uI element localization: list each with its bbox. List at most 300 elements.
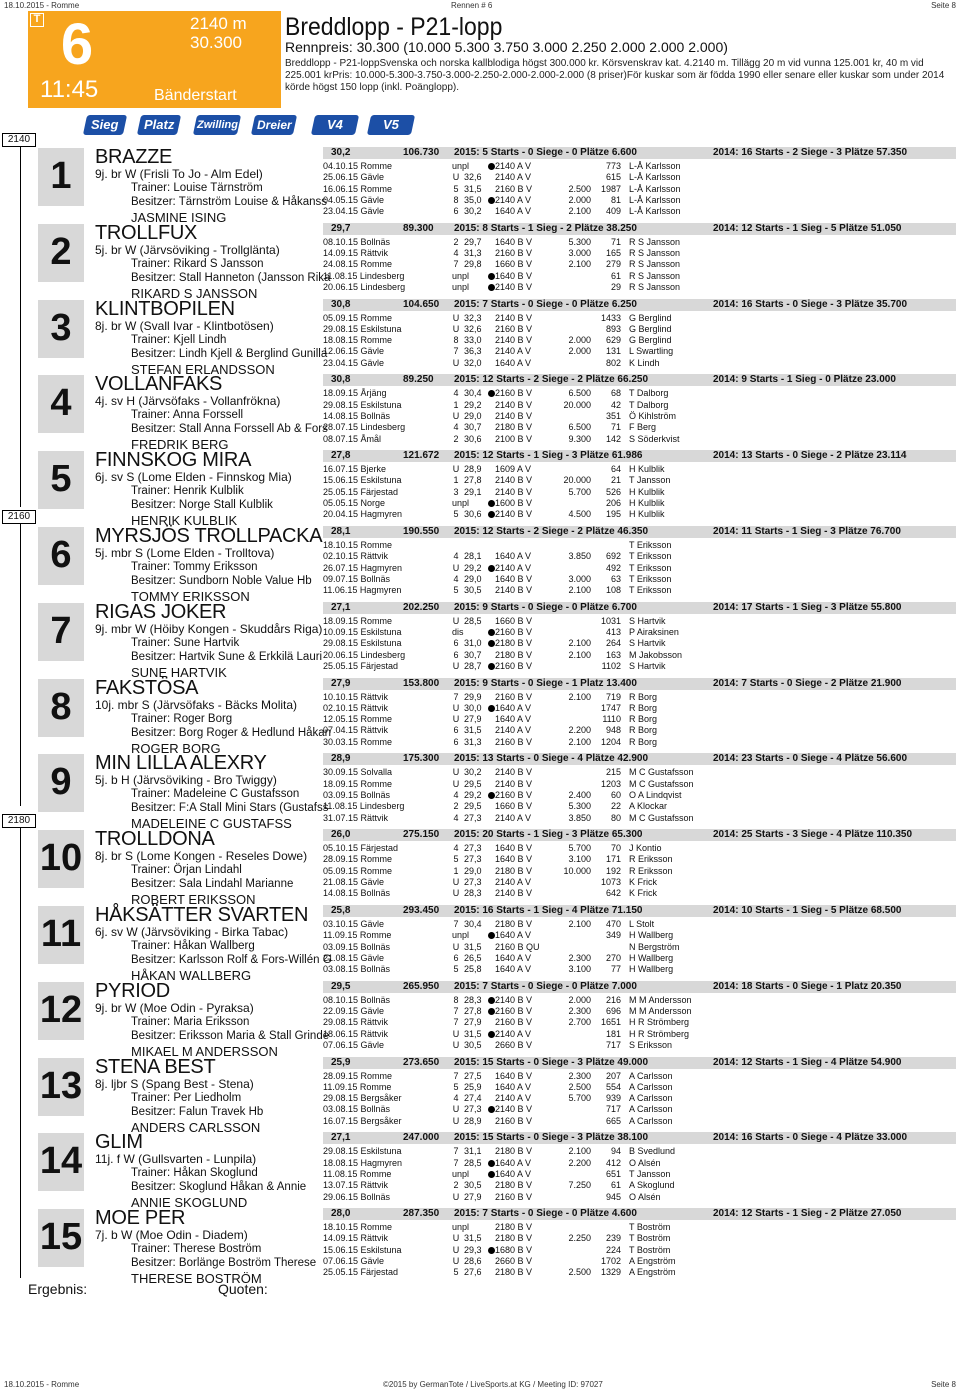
run-driver: H R Strömberg <box>629 1017 690 1028</box>
run-date-track: 03.08.15 Bollnäs <box>323 1104 391 1115</box>
start-number: 7 <box>38 603 84 661</box>
horse-entry <box>0 979 960 1060</box>
run-prize: 5.300 <box>568 801 591 812</box>
run-row <box>323 919 956 930</box>
run-driver: T Eriksson <box>629 573 672 584</box>
run-date-track: 07.06.15 Gävle <box>323 1256 385 1267</box>
stats-2015: 2015: 12 Starts - 2 Siege - 2 Plätze 66.250 <box>454 374 648 386</box>
horse-driver: MADELEINE C GUSTAFSS <box>131 816 292 832</box>
run-time: 29,1 <box>464 486 482 497</box>
best-time: 30,2 <box>331 147 351 158</box>
run-placing: U <box>452 1028 460 1039</box>
run-placing: U <box>452 660 460 671</box>
stats-2015: 2015: 13 Starts - 0 Siege - 4 Plätze 42.900 <box>454 753 648 765</box>
run-time: 29,2 <box>464 562 482 573</box>
start-number: 14 <box>38 1133 84 1191</box>
horse-name: VOLLANFAKS <box>95 373 223 396</box>
stats-2015: 2015: 12 Starts - 2 Siege - 2 Plätze 46.350 <box>454 526 648 537</box>
run-row <box>323 930 956 941</box>
run-distance: 2140 B V <box>495 585 533 596</box>
run-row <box>323 585 956 596</box>
best-time: 29,7 <box>331 222 351 234</box>
run-date-track: 23.04.15 Gävle <box>323 206 385 217</box>
bet-tab-zwilling[interactable]: Zwilling <box>193 115 241 135</box>
gallop-dot-icon <box>488 1171 495 1178</box>
run-prize: 2.100 <box>568 206 591 217</box>
horse-owner: Besitzer: Hartvik Sune & Erkkilä Lauri <box>131 650 323 663</box>
gallop-dot-icon <box>488 629 495 636</box>
run-odds: 351 <box>605 410 621 421</box>
best-time: 26,0 <box>331 829 351 841</box>
run-placing: 3 <box>453 486 459 497</box>
run-date-track: 11.08.15 Lindesberg <box>323 270 405 281</box>
bet-tab-platz[interactable]: Platz <box>137 115 181 135</box>
run-row <box>323 1017 956 1028</box>
run-date-track: 16.06.15 Romme <box>323 183 393 194</box>
run-placing: 4 <box>453 1093 459 1104</box>
horse-trainer: Trainer: Kjell Lindh <box>131 333 227 346</box>
run-distance: 2160 B V <box>495 1115 533 1126</box>
run-odds: 1747 <box>600 702 621 713</box>
run-prize: 20.000 <box>563 475 591 486</box>
run-row <box>323 627 956 638</box>
run-placing: unpl <box>452 930 470 941</box>
run-odds: 163 <box>605 649 621 660</box>
run-date-track: 18.06.15 Rättvik <box>323 1028 389 1039</box>
run-distance: 2140 B V <box>495 994 533 1005</box>
run-distance: 1680 B V <box>495 1244 533 1255</box>
horse-name: MIN LILLA ALEXRY <box>95 752 267 775</box>
best-time: 28,9 <box>331 753 351 765</box>
run-row <box>323 1245 956 1256</box>
run-distance: 1640 B V <box>495 573 533 584</box>
stats-2015: 2015: 7 Starts - 0 Siege - 0 Plätze 4.600 <box>454 1208 637 1220</box>
run-distance: 2140 A V <box>495 812 532 823</box>
run-distance: 2140 B V <box>495 888 533 899</box>
total-earnings: 265.950 <box>403 980 440 992</box>
run-odds: 1102 <box>601 660 621 671</box>
run-prize: 2.500 <box>568 1267 591 1278</box>
run-time: 30,6 <box>464 433 482 444</box>
run-time: 29,3 <box>464 1244 482 1255</box>
run-placing: U <box>452 888 460 899</box>
horse-trainer: Trainer: Per Liedholm <box>131 1091 242 1104</box>
run-distance: 2140 A V <box>495 1093 532 1104</box>
run-distance: 1640 B V <box>495 843 533 854</box>
stats-bar <box>323 829 956 841</box>
stats-2015: 2015: 5 Starts - 0 Siege - 0 Plätze 6.600 <box>454 147 637 158</box>
run-row <box>323 358 956 369</box>
run-row <box>323 661 956 672</box>
stats-2015: 2015: 15 Starts - 0 Siege - 3 Plätze 49.000 <box>454 1056 648 1068</box>
stats-bar <box>323 1057 956 1069</box>
bet-tab-dreier[interactable]: Dreier <box>251 115 297 135</box>
run-odds: 349 <box>605 930 621 941</box>
run-row <box>323 335 956 346</box>
horse-name: MYRSJÖS TROLLPACKA <box>95 525 323 547</box>
run-row <box>323 346 956 357</box>
distance-marker: 2140 <box>2 133 36 147</box>
run-placing: U <box>452 312 460 323</box>
run-prize: 2.000 <box>568 346 591 357</box>
gallop-dot-icon <box>488 932 495 939</box>
run-time: 27,9 <box>464 714 482 725</box>
run-placing: 8 <box>453 335 459 346</box>
run-date-track: 03.08.15 Bollnäs <box>323 964 391 975</box>
run-row <box>323 540 956 551</box>
run-row <box>323 313 956 324</box>
run-row <box>323 1267 956 1278</box>
run-driver: H Kulblik <box>629 464 665 475</box>
run-time: 31,5 <box>464 1028 482 1039</box>
run-placing: U <box>452 615 460 626</box>
run-row <box>323 790 956 801</box>
horse-info: 9j. mbr W (Höiby Kongen - Skuddårs Riga) <box>95 621 323 636</box>
run-driver: L-Å Karlsson <box>629 206 681 217</box>
gallop-dot-icon <box>488 663 495 670</box>
run-prize: 2.500 <box>568 1081 591 1092</box>
run-prize: 3.000 <box>568 248 591 259</box>
run-distance: 2180 B V <box>495 649 533 660</box>
run-prize: 7.250 <box>568 1180 591 1191</box>
horse-owner: Besitzer: Borg Roger & Hedlund Håkan <box>131 726 332 739</box>
run-prize: 2.000 <box>568 194 591 205</box>
run-odds: 108 <box>605 585 621 596</box>
run-distance: 2140 B V <box>495 312 533 323</box>
horse-trainer: Trainer: Håkan Wallberg <box>131 940 255 952</box>
run-distance: 2140 A V <box>495 877 532 888</box>
gallop-dot-icon <box>488 284 495 291</box>
horse-trainer: Trainer: Rikard S Jansson <box>131 257 264 270</box>
run-date-track: 29.06.15 Bollnäs <box>323 1191 391 1202</box>
run-odds: 413 <box>605 627 621 638</box>
start-type: Bänderstart <box>154 87 237 104</box>
run-row <box>323 1233 956 1244</box>
run-driver: L-Å Karlsson <box>629 161 681 171</box>
run-time: 28,9 <box>464 1115 482 1126</box>
horse-info: 5j. b H (Järvsöviking - Bro Twiggy) <box>95 773 277 788</box>
run-odds: 270 <box>605 952 621 963</box>
run-driver: A Carlsson <box>629 1093 673 1104</box>
start-number: 1 <box>38 148 84 206</box>
run-row <box>323 282 956 293</box>
run-distance: 1660 B V <box>495 259 533 270</box>
run-odds: 554 <box>605 1081 621 1092</box>
run-distance: 1640 B V <box>495 270 533 281</box>
run-placing: 6 <box>453 736 459 747</box>
run-row <box>323 172 956 183</box>
run-odds: 1073 <box>600 877 621 888</box>
run-row <box>323 1180 956 1191</box>
run-date-track: 03.09.15 Bollnäs <box>323 789 391 800</box>
run-prize: 2.100 <box>568 585 591 596</box>
run-prize: 3.100 <box>568 964 591 975</box>
run-driver: T Jansson <box>629 475 671 486</box>
run-date-track: 08.10.15 Bollnäs <box>323 994 391 1005</box>
horse-name: MOE PER <box>95 1207 186 1230</box>
stats-2015: 2015: 7 Starts - 0 Siege - 0 Plätze 7.000 <box>454 980 637 992</box>
run-distance: 1660 B V <box>495 615 533 626</box>
run-time: 27,4 <box>464 1093 482 1104</box>
gallop-dot-icon <box>488 1031 495 1038</box>
run-odds: 207 <box>605 1070 621 1081</box>
run-placing: 4 <box>453 789 459 800</box>
run-distance: 2140 B V <box>495 1104 533 1115</box>
best-time: 30,8 <box>331 298 351 310</box>
run-driver: Ö Kihlström <box>629 410 677 421</box>
bet-tab-v5[interactable]: V5 <box>367 115 415 135</box>
run-time: 31,3 <box>464 736 482 747</box>
run-time: 28,5 <box>464 1157 482 1168</box>
run-distance: 2140 B V <box>495 281 533 292</box>
run-distance: 1640 A V <box>495 1081 532 1092</box>
stats-2014: 2014: 13 Starts - 0 Siege - 2 Plätze 23.114 <box>713 450 907 462</box>
recent-runs <box>323 464 956 520</box>
run-placing: 7 <box>453 1157 459 1168</box>
bet-tab-v4[interactable]: V4 <box>311 115 359 135</box>
run-row <box>323 638 956 649</box>
stats-2015: 2015: 15 Starts - 0 Siege - 3 Plätze 38.100 <box>454 1132 648 1144</box>
run-distance: 2160 B V <box>495 248 533 259</box>
run-row <box>323 888 956 899</box>
run-date-track: 20.04.15 Hagmyren <box>323 509 403 520</box>
run-driver: H Kulblik <box>629 486 665 497</box>
horse-trainer: Trainer: Sune Hartvik <box>131 636 240 649</box>
run-date-track: 20.06.15 Lindesberg <box>323 281 406 292</box>
run-distance: 2180 B V <box>495 638 533 649</box>
run-prize: 2.700 <box>568 1017 591 1028</box>
total-earnings: 275.150 <box>403 829 440 841</box>
horse-trainer: Trainer: Håkan Skoglund <box>131 1167 258 1180</box>
horse-entry <box>0 600 960 681</box>
page-number: Seite 8 <box>931 1 956 10</box>
run-distance: 2140 A V <box>495 346 532 357</box>
run-distance: 1640 B V <box>495 236 533 247</box>
run-row <box>323 616 956 627</box>
run-placing: U <box>452 357 460 368</box>
run-driver: A Engström <box>629 1256 676 1267</box>
run-row <box>323 1071 956 1082</box>
run-row <box>323 434 956 445</box>
gallop-dot-icon <box>488 500 495 507</box>
horse-owner: Besitzer: Borlänge Boström Therese <box>131 1257 317 1270</box>
horse-trainer: Trainer: Therese Boström <box>131 1243 262 1256</box>
run-row <box>323 563 956 574</box>
run-time: 30,2 <box>464 767 482 778</box>
run-placing: 7 <box>453 691 459 702</box>
run-time: 31,3 <box>464 248 482 259</box>
run-driver: K Frick <box>629 877 657 888</box>
gallop-dot-icon <box>488 1160 495 1167</box>
total-earnings: 175.300 <box>403 753 440 765</box>
run-placing: 6 <box>453 206 459 217</box>
run-odds: 29 <box>610 281 621 292</box>
run-date-track: 11.06.15 Hagmyren <box>323 585 402 596</box>
total-earnings: 202.250 <box>403 601 440 613</box>
best-time: 25,9 <box>331 1056 351 1068</box>
run-odds: 61 <box>610 270 621 281</box>
run-prize: 2.000 <box>568 994 591 1005</box>
run-row <box>323 703 956 714</box>
run-placing: U <box>452 1256 460 1267</box>
run-time: 28,5 <box>464 615 482 626</box>
horse-name: FAKSTÖSA <box>95 676 199 699</box>
run-row <box>323 866 956 877</box>
horse-owner: Besitzer: Skoglund Håkan & Annie <box>131 1181 307 1194</box>
best-time: 28,0 <box>331 1208 351 1220</box>
run-date-track: 22.09.15 Gävle <box>323 1006 385 1017</box>
run-date-track: 30.09.15 Solvalla <box>323 767 393 778</box>
run-time: 27,3 <box>464 812 482 823</box>
run-time: 30,2 <box>464 206 482 217</box>
run-date-track: 29.08.15 Eskilstuna <box>323 323 402 334</box>
run-placing: 7 <box>453 1146 459 1157</box>
run-driver: T Boström <box>629 1233 671 1244</box>
horse-trainer: Trainer: Tommy Eriksson <box>131 561 258 573</box>
horse-entry <box>0 449 960 529</box>
run-odds: 773 <box>605 161 621 171</box>
run-row <box>323 464 956 475</box>
run-driver: R Borg <box>629 725 658 736</box>
run-driver: M M Andersson <box>629 994 692 1005</box>
run-prize: 2.200 <box>568 1157 591 1168</box>
run-distance: 2180 B V <box>495 1222 533 1233</box>
start-number: 4 <box>38 375 84 433</box>
run-odds: 94 <box>610 1146 621 1157</box>
run-driver: G Berglind <box>629 335 672 346</box>
run-distance: 1640 A V <box>495 964 532 975</box>
stats-2015: 2015: 7 Starts - 0 Siege - 0 Plätze 6.250 <box>454 298 637 310</box>
horse-owner: Besitzer: Norge Stall Kulblik <box>131 499 273 512</box>
run-prize: 2.500 <box>568 183 591 194</box>
run-row <box>323 1158 956 1169</box>
run-time: 27,3 <box>464 854 482 865</box>
run-row <box>323 475 956 486</box>
run-driver: R S Jansson <box>629 270 681 281</box>
recent-runs <box>323 540 956 596</box>
run-driver: T Boström <box>629 1222 671 1233</box>
run-row <box>323 767 956 778</box>
recent-runs <box>323 843 956 899</box>
run-odds: 22 <box>610 801 621 812</box>
horse-name: STENA BEST <box>95 1055 216 1078</box>
run-date-track: 03.09.15 Bollnäs <box>323 941 391 952</box>
run-odds: 1702 <box>600 1256 621 1267</box>
run-driver: H R Strömberg <box>629 1028 690 1039</box>
run-prize: 2.100 <box>568 1146 591 1157</box>
run-time: 29,7 <box>464 236 482 247</box>
run-distance: 2140 B V <box>495 486 533 497</box>
recent-runs <box>323 313 956 369</box>
run-time: 28,3 <box>464 888 482 899</box>
run-date-track: 10.10.15 Rättvik <box>323 691 389 702</box>
run-odds: 264 <box>605 638 621 649</box>
horse-trainer: Trainer: Anna Forssell <box>131 409 244 422</box>
run-odds: 1651 <box>600 1017 621 1028</box>
run-driver: A Carlsson <box>629 1070 673 1081</box>
run-driver: R S Jansson <box>629 248 681 259</box>
run-driver: S Hartvik <box>629 615 666 626</box>
gallop-dot-icon <box>488 705 495 712</box>
run-odds: 1329 <box>600 1267 621 1278</box>
run-distance: 2660 B V <box>495 1256 533 1267</box>
horse-owner: Besitzer: Tärnström Louise & Håkanss <box>131 196 328 208</box>
recent-runs <box>323 1222 956 1278</box>
horse-name: BRAZZE <box>95 146 173 168</box>
run-row <box>323 487 956 498</box>
horse-info: 4j. sv H (Järvsöfaks - Vollanfrökna) <box>95 394 281 409</box>
run-placing: 6 <box>453 638 459 649</box>
run-date-track: 21.08.15 Gävle <box>323 877 385 888</box>
horse-entry <box>0 904 960 984</box>
run-odds: 195 <box>605 509 621 520</box>
run-date-track: 14.08.15 Bollnäs <box>323 888 391 899</box>
start-number: 11 <box>38 906 84 964</box>
horse-entry <box>0 1131 960 1211</box>
run-row <box>323 388 956 399</box>
race-distance: 2140 m <box>190 14 247 33</box>
run-odds: 1433 <box>600 312 621 323</box>
run-odds: 717 <box>605 1039 621 1050</box>
horse-trainer: Trainer: Örjan Lindahl <box>131 864 242 877</box>
run-odds: 61 <box>610 1180 621 1191</box>
run-placing: 7 <box>453 1070 459 1081</box>
run-odds: 181 <box>605 1028 621 1039</box>
stats-bar <box>323 1208 956 1220</box>
run-placing: 6 <box>453 649 459 660</box>
run-distance: 2160 B V <box>495 1191 533 1202</box>
run-driver: H Wallberg <box>629 930 674 941</box>
run-placing: 4 <box>453 573 459 584</box>
run-date-track: 28.09.15 Romme <box>323 1070 393 1081</box>
horse-owner: Besitzer: Falun Travek Hb <box>131 1105 264 1118</box>
horse-owner: Besitzer: Eriksson Maria & Stall Grinde <box>131 1029 330 1042</box>
run-distance: 2180 B V <box>495 1180 533 1191</box>
run-placing: unpl <box>452 1222 470 1233</box>
run-row <box>323 1029 956 1040</box>
run-odds: 526 <box>605 486 621 497</box>
horse-name: KLINTBOPILEN <box>95 297 235 320</box>
horse-name: TROLLDONA <box>95 828 215 851</box>
run-time: 30,6 <box>464 509 482 520</box>
race-description: Breddlopp - P21-loppSvenska och norska kallblodiga högst 300.000 kr. Körsvenskrav kat. 4.2140 m. Tillägg 20 m vid vunna 125.001 kr, 40 m vid 225.001 krPris: 10.000-5.300-3.750-3.000-2.250-2.000-2.000-2.000 (8 priser)För kuskar som är födda 1990 eller senare eller kuskar som under 2014 körde högst 150 lopp (inkl. Poänglopp). <box>285 58 945 93</box>
run-driver: O Alsén <box>629 1157 661 1168</box>
run-odds: 948 <box>605 725 621 736</box>
recent-runs <box>323 161 956 217</box>
run-row <box>323 1146 956 1157</box>
run-placing: U <box>452 1233 460 1244</box>
run-driver: M M Andersson <box>629 1006 692 1017</box>
run-date-track: 11.08.15 Romme <box>323 1168 392 1179</box>
run-driver: K Lindh <box>629 357 660 368</box>
run-row <box>323 1169 956 1180</box>
run-time: 30,7 <box>464 422 482 433</box>
stats-bar <box>323 374 956 386</box>
run-driver: R Borg <box>629 714 658 725</box>
run-date-track: 05.05.15 Norge <box>323 498 386 509</box>
run-placing: U <box>452 941 460 952</box>
run-placing: 5 <box>453 509 459 520</box>
horse-driver: HÅKAN WALLBERG <box>131 968 252 983</box>
run-row <box>323 206 956 217</box>
run-row <box>323 779 956 790</box>
recent-runs <box>323 237 956 293</box>
run-placing: 4 <box>453 248 459 259</box>
stats-2015: 2015: 8 Starts - 1 Sieg - 2 Plätze 38.250 <box>454 222 637 234</box>
run-odds: 63 <box>610 573 621 584</box>
run-date-track: 29.08.15 Eskilstuna <box>323 638 402 649</box>
bet-tab-sieg[interactable]: Sieg <box>83 115 127 135</box>
